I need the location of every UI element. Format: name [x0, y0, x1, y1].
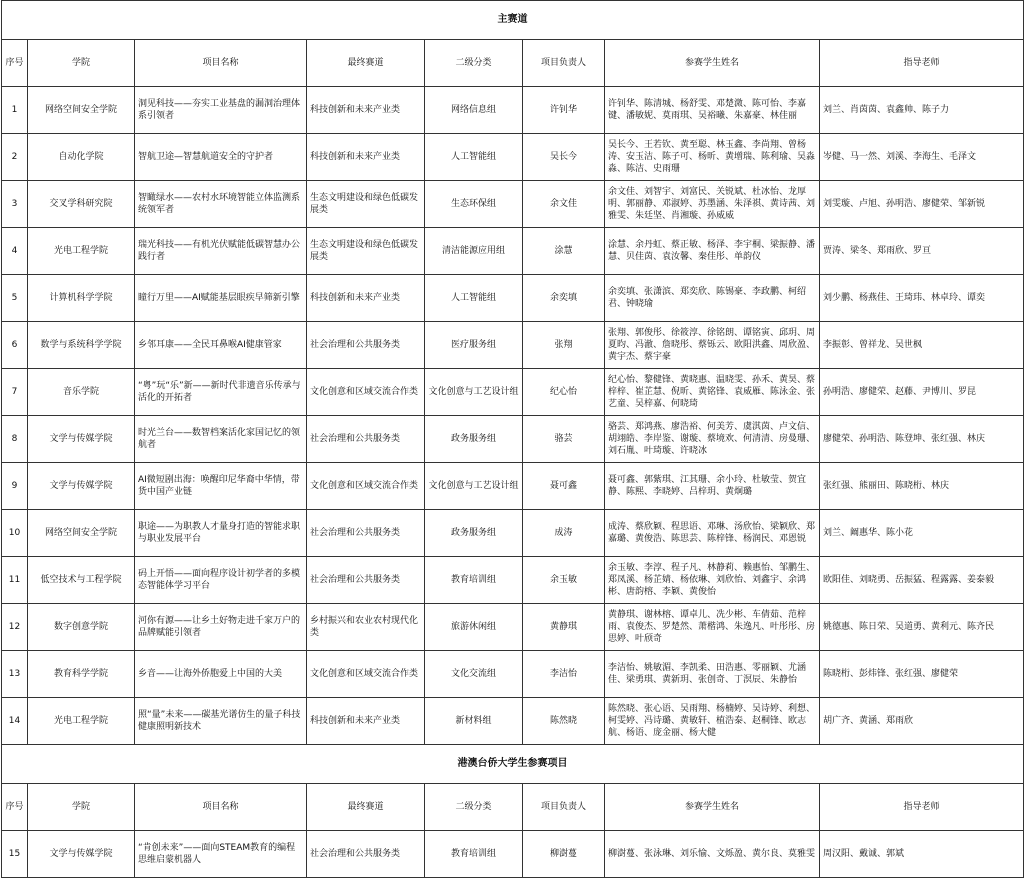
- header-students: 参赛学生姓名: [605, 40, 820, 87]
- cell-advisors: 廖健荣、孙明浩、陈登坤、张红强、林庆: [820, 416, 1024, 463]
- cell-track: 科技创新和未来产业类: [307, 698, 425, 745]
- table-row: [2, 604, 1024, 651]
- cell-college: 光电工程学院: [28, 698, 135, 745]
- cell-track: 生态文明建设和绿色低碳发展类: [307, 181, 425, 228]
- cell-project: 河你有源——让乡土好物走进千家万户的品牌赋能引领者: [135, 604, 307, 651]
- cell-advisors: 岑健、马一然、刘溪、李海生、毛泽文: [820, 134, 1024, 181]
- header-cell: 二级分类: [425, 784, 523, 831]
- cell-leader: 骆芸: [523, 416, 605, 463]
- cell-no: 8: [2, 416, 28, 463]
- cell-students: 涂慧、余丹虹、蔡正敏、杨泽、李宇桐、梁振静、潘慧、贝佳茵、袁汝馨、秦佳彤、单韵仪: [605, 228, 820, 275]
- table-row: [2, 322, 1024, 369]
- cell-college: 文学与传媒学院: [28, 463, 135, 510]
- cell-students: 聂可鑫、郭紫琪、江其珊、余小玲、杜敏莹、贺宜静、陈熙、李晓婷、吕梓玥、黄炯璐: [605, 463, 820, 510]
- header-leader: 项目负责人: [523, 40, 605, 87]
- table-row: [2, 557, 1024, 604]
- cell-project: “肯创未来”——面向STEAM教育的编程思维启蒙机器人: [135, 831, 307, 878]
- cell-no: 5: [2, 275, 28, 322]
- cell-college: 网络空间安全学院: [28, 510, 135, 557]
- header-cell: 指导老师: [820, 784, 1024, 831]
- cell-track: 乡村振兴和农业农村现代化类: [307, 604, 425, 651]
- cell-category: 教育培训组: [425, 557, 523, 604]
- cell-leader: 李洁怡: [523, 651, 605, 698]
- cell-college: 网络空间安全学院: [28, 87, 135, 134]
- cell-college: 数学与系统科学学院: [28, 322, 135, 369]
- table-row: [2, 698, 1024, 745]
- cell-category: 新材料组: [425, 698, 523, 745]
- header-college: 学院: [28, 40, 135, 87]
- header-track: 最终赛道: [307, 40, 425, 87]
- cell-students: 吴长今、王若钦、黄至聪、林玉鑫、李尚翔、曾杨涛、安玉洁、陈子可、杨昕、黄增瑞、陈利瑜、吴淼淼、陈洁、史雨珊: [605, 134, 820, 181]
- cell-track: 科技创新和未来产业类: [307, 275, 425, 322]
- cell-leader: 余玉敏: [523, 557, 605, 604]
- cell-track: 社会治理和公共服务类: [307, 510, 425, 557]
- cell-no: 12: [2, 604, 28, 651]
- cell-no: 1: [2, 87, 28, 134]
- cell-no: 13: [2, 651, 28, 698]
- cell-no: 2: [2, 134, 28, 181]
- cell-category: 政务服务组: [425, 510, 523, 557]
- cell-college: 教育科学学院: [28, 651, 135, 698]
- table-row: [2, 416, 1024, 463]
- cell-leader: 余奕填: [523, 275, 605, 322]
- cell-students: 柳澍蔓、张泳琳、刘乐愉、文烁盈、黄尔良、莫雅雯: [605, 831, 820, 878]
- cell-category: 网络信息组: [425, 87, 523, 134]
- cell-leader: 纪心怡: [523, 369, 605, 416]
- cell-students: 纪心怡、黎健锋、黄晓惠、温晓雯、孙禾、黄昊、蔡梓梓、崔芷慧、倪昕、黄铭锋、袁威雁、陈泳金、张艺童、吴梓嘉、何晓琦: [605, 369, 820, 416]
- cell-leader: 许钊华: [523, 87, 605, 134]
- cell-leader: 吴长今: [523, 134, 605, 181]
- cell-no: 6: [2, 322, 28, 369]
- cell-students: 骆芸、郑鸿燕、廖浩裕、何美芳、虞淇茵、卢文信、胡翊皓、李岸鉴、谢璇、蔡境欢、何清清、房曼珊、刘石胤、叶琦璇、许晓冰: [605, 416, 820, 463]
- cell-no: 9: [2, 463, 28, 510]
- cell-no: 3: [2, 181, 28, 228]
- cell-students: 黄静琪、谢林榕、谭卓儿、冼少彬、车倩茹、范梓雨、袁俊杰、罗楚然、萧楷鸿、朱逸凡、叶彤彤、房思婷、叶颀奇: [605, 604, 820, 651]
- cell-college: 文学与传媒学院: [28, 831, 135, 878]
- cell-leader: 成涛: [523, 510, 605, 557]
- cell-advisors: 欧阳佳、刘晓勇、岳振猛、程露露、姜泰毅: [820, 557, 1024, 604]
- header-no: 序号: [2, 40, 28, 87]
- header-cell: 序号: [2, 784, 28, 831]
- cell-track: 文化创意和区域交流合作类: [307, 651, 425, 698]
- cell-leader: 余文佳: [523, 181, 605, 228]
- cell-category: 文化交流组: [425, 651, 523, 698]
- table-row: [2, 134, 1024, 181]
- cell-project: 码上开悟——面向程序设计初学者的多模态智能体学习平台: [135, 557, 307, 604]
- cell-project: 照“量”未来——碳基光谱仿生的量子科技健康照明新技术: [135, 698, 307, 745]
- cell-students: 余玉敏、李淳、程子凡、林静莉、赖惠怡、邹鹏生、郑凤溪、杨芷婧、杨依琳、刘欣怡、刘鑫宇、余鸿彬、唐韵榕、李颖、黄俊怡: [605, 557, 820, 604]
- cell-project: 乡邻耳康——全民耳鼻喉AI健康管家: [135, 322, 307, 369]
- cell-category: 人工智能组: [425, 134, 523, 181]
- cell-advisors: 刘少鹏、杨燕佳、王琦玮、林卓玲、谭奕: [820, 275, 1024, 322]
- cell-no: 11: [2, 557, 28, 604]
- header-row-main: [2, 40, 1024, 87]
- cell-advisors: 周汉阳、戴诚、郭斌: [820, 831, 1024, 878]
- table-row: [2, 181, 1024, 228]
- cell-category: 医疗服务组: [425, 322, 523, 369]
- cell-college: 文学与传媒学院: [28, 416, 135, 463]
- header-cell: 项目名称: [135, 784, 307, 831]
- cell-category: 清洁能源应用组: [425, 228, 523, 275]
- table-row: [2, 275, 1024, 322]
- cell-advisors: 张红强、熊丽田、陈晓桁、林庆: [820, 463, 1024, 510]
- cell-project: 时光兰台——数智档案活化家国记忆的领航者: [135, 416, 307, 463]
- cell-track: 文化创意和区域交流合作类: [307, 463, 425, 510]
- cell-category: 人工智能组: [425, 275, 523, 322]
- cell-college: 低空技术与工程学院: [28, 557, 135, 604]
- table-row: [2, 831, 1024, 878]
- cell-advisors: 姚德惠、陈日荣、吴道勇、黄利元、陈齐民: [820, 604, 1024, 651]
- cell-project: 乡音——让海外侨胞爱上中国的大美: [135, 651, 307, 698]
- cell-leader: 聂可鑫: [523, 463, 605, 510]
- cell-category: 旅游休闲组: [425, 604, 523, 651]
- cell-track: 社会治理和公共服务类: [307, 831, 425, 878]
- cell-students: 成涛、蔡欣颖、程思语、邓琳、汤欣怡、梁颖欣、郑嘉璐、黄俊浩、陈思芸、陈梓锋、杨润民、邓恩锐: [605, 510, 820, 557]
- table-row: [2, 463, 1024, 510]
- cell-college: 音乐学院: [28, 369, 135, 416]
- cell-advisors: 孙明浩、廖健荣、赵藤、尹博川、罗昆: [820, 369, 1024, 416]
- cell-college: 光电工程学院: [28, 228, 135, 275]
- results-table: [1, 0, 1024, 878]
- cell-advisors: 李振彰、曾祥龙、吴世枫: [820, 322, 1024, 369]
- cell-students: 余文佳、刘智宇、刘富民、关锐斌、杜冰怡、龙厚明、郭丽静、邓淑婷、苏墨涵、朱泽祺、黄诗茜、刘雅雯、朱廷坚、肖湘璇、孙威威: [605, 181, 820, 228]
- cell-leader: 涂慧: [523, 228, 605, 275]
- cell-college: 数字创意学院: [28, 604, 135, 651]
- cell-project: 瑞光科技——有机光伏赋能低碳智慧办公践行者: [135, 228, 307, 275]
- cell-advisors: 刘兰、肖茵茵、袁鑫帅、陈子力: [820, 87, 1024, 134]
- cell-track: 科技创新和未来产业类: [307, 87, 425, 134]
- cell-track: 社会治理和公共服务类: [307, 322, 425, 369]
- header-row-hk: [2, 784, 1024, 831]
- cell-leader: 陈然晓: [523, 698, 605, 745]
- cell-college: 计算机科学学院: [28, 275, 135, 322]
- cell-project: 智瞰绿水——农村水环境智能立体监测系统领军者: [135, 181, 307, 228]
- header-cell: 项目负责人: [523, 784, 605, 831]
- cell-category: 政务服务组: [425, 416, 523, 463]
- cell-track: 社会治理和公共服务类: [307, 416, 425, 463]
- section-title-main: 主赛道: [2, 1, 1024, 40]
- cell-college: 自动化学院: [28, 134, 135, 181]
- cell-no: 15: [2, 831, 28, 878]
- cell-advisors: 刘兰、阚惠华、陈小花: [820, 510, 1024, 557]
- table-row: [2, 510, 1024, 557]
- cell-students: 李洁怡、姚敏湄、李凯柔、田浩惠、零丽颖、尤涵佳、梁勇琪、黄新玥、张创奇、丁溟辰、朱静怡: [605, 651, 820, 698]
- cell-students: 余奕填、张潇滨、郑奕欣、陈锡豪、李政鹏、柯绍君、钟晓瑜: [605, 275, 820, 322]
- header-cell: 最终赛道: [307, 784, 425, 831]
- cell-leader: 黄静琪: [523, 604, 605, 651]
- header-cell: 学院: [28, 784, 135, 831]
- cell-track: 生态文明建设和绿色低碳发展类: [307, 228, 425, 275]
- cell-project: 瞳行万里——AI赋能基层眼疾早筛新引擎: [135, 275, 307, 322]
- section-title-hk: 港澳台侨大学生参赛项目: [2, 745, 1024, 784]
- cell-advisors: 胡广齐、黄涵、郑雨欣: [820, 698, 1024, 745]
- cell-no: 10: [2, 510, 28, 557]
- cell-project: 洞见科技——夯实工业基盘的漏洞治理体系引领者: [135, 87, 307, 134]
- cell-project: AI微短剧出海：唤醒印尼华裔中华情，带货中国产业链: [135, 463, 307, 510]
- cell-students: 张翔、郭俊彤、徐筱淳、徐铭朗、谭铭寅、邱玥、周夏昀、冯澈、詹晓彤、蔡铄云、欧阳洪鑫、周欣盈、黄宇杰、蔡宇豪: [605, 322, 820, 369]
- cell-track: 科技创新和未来产业类: [307, 134, 425, 181]
- cell-students: 陈然晓、张心语、吴雨翔、杨楠婷、吴诗婷、利想、柯雯婷、冯诗璐、黄敏轩、植浩泰、赵桐锋、欧志航、杨语、庞金丽、杨大健: [605, 698, 820, 745]
- cell-advisors: 贾涛、梁冬、郑雨欣、罗亘: [820, 228, 1024, 275]
- cell-leader: 张翔: [523, 322, 605, 369]
- table-row: [2, 228, 1024, 275]
- header-category: 二级分类: [425, 40, 523, 87]
- cell-advisors: 刘雯璇、卢旭、孙明浩、廖健荣、邹新锐: [820, 181, 1024, 228]
- cell-no: 4: [2, 228, 28, 275]
- cell-track: 社会治理和公共服务类: [307, 557, 425, 604]
- table-row: [2, 87, 1024, 134]
- cell-category: 教育培训组: [425, 831, 523, 878]
- header-project: 项目名称: [135, 40, 307, 87]
- cell-project: 职途——为职教人才量身打造的智能求职与职业发展平台: [135, 510, 307, 557]
- cell-advisors: 陈晓桁、彭炜锋、张红强、廖健荣: [820, 651, 1024, 698]
- cell-track: 文化创意和区域交流合作类: [307, 369, 425, 416]
- cell-college: 交叉学科研究院: [28, 181, 135, 228]
- header-cell: 参赛学生姓名: [605, 784, 820, 831]
- cell-no: 7: [2, 369, 28, 416]
- table-row: [2, 651, 1024, 698]
- cell-project: 智航卫途—智慧航道安全的守护者: [135, 134, 307, 181]
- cell-category: 文化创意与工艺设计组: [425, 463, 523, 510]
- cell-project: “粤”玩“乐”新——新时代非遗音乐传承与活化的开拓者: [135, 369, 307, 416]
- cell-students: 许钊华、陈清城、杨舒雯、邓楚溦、陈可怡、李嘉键、潘敏妮、莫雨琪、吴裕曦、朱嘉豪、林佳丽: [605, 87, 820, 134]
- header-advisors: 指导老师: [820, 40, 1024, 87]
- cell-leader: 柳澍蔓: [523, 831, 605, 878]
- cell-category: 文化创意与工艺设计组: [425, 369, 523, 416]
- cell-category: 生态环保组: [425, 181, 523, 228]
- cell-no: 14: [2, 698, 28, 745]
- table-row: [2, 369, 1024, 416]
